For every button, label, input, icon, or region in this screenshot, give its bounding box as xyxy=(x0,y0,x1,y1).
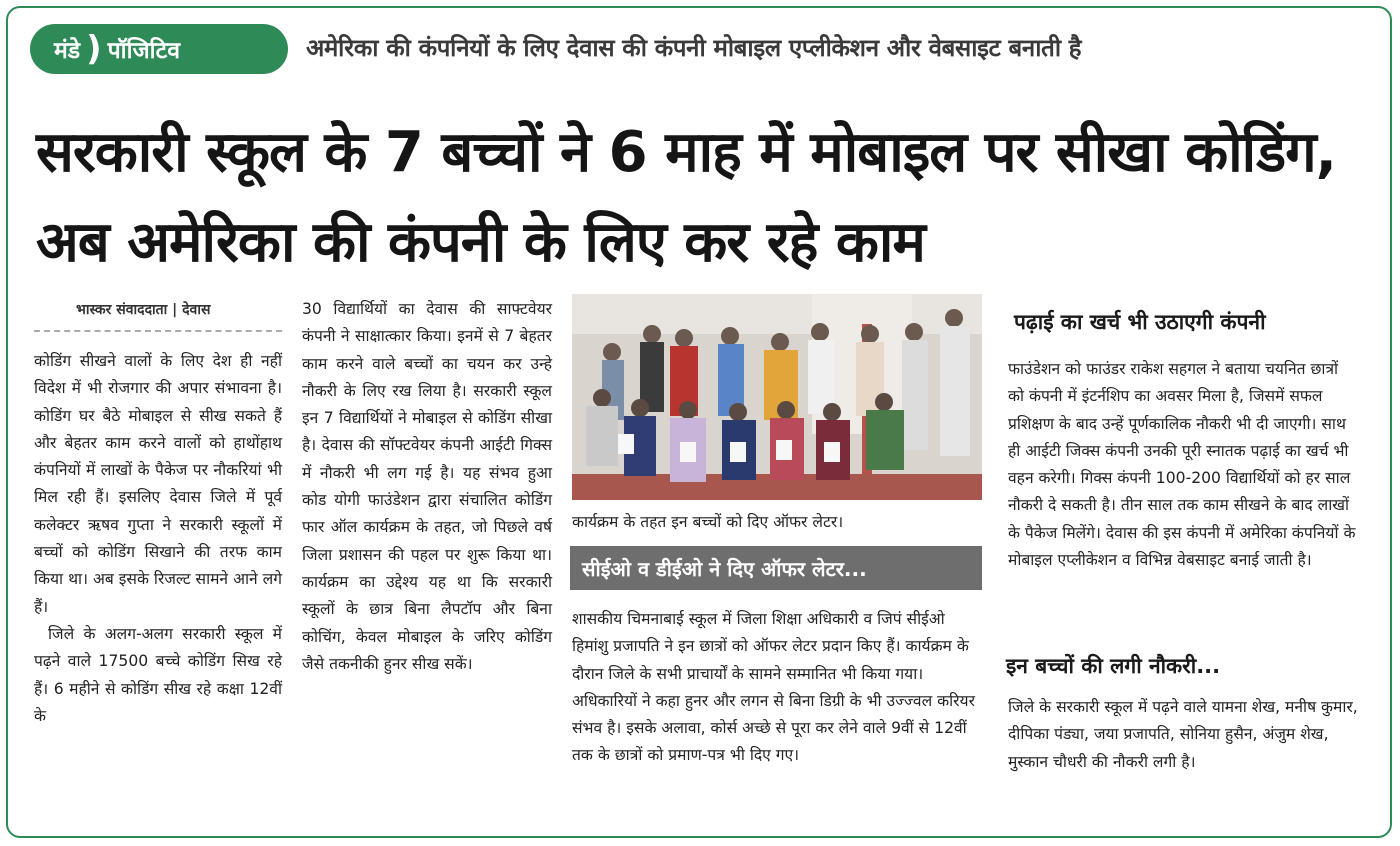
right-heading-2: इन बच्चों की लगी नौकरी... xyxy=(1006,654,1221,678)
column-1-para-2: जिले के अलग-अलग सरकारी स्कूल में पढ़ने वाले 17500 बच्चे कोडिंग सिख रहे हैं। 6 महीने से कोडिंग सीख रहे कक्षा 12वीं के xyxy=(34,624,282,725)
byline-rule xyxy=(34,330,282,332)
subhead-bar: सीईओ व डीईओ ने दिए ऑफर लेटर... xyxy=(570,546,982,590)
column-1-para-1: कोडिंग सीखने वालों के लिए देश ही नहीं विदेश में भी रोजगार की अपार संभावना है। कोडिंग घर बैठे मोबाइल से सीख सकते हैं और बेहतर काम करने वालों को हाथोंहाथ कंपनियों में लाखों के पैकेज पर नौकरियां भी मिल रही हैं। इसलिए देवास जिले में पूर्व कलेक्टर ऋषव गुप्ता ने सरकारी स्कूलों में बच्चों को कोडिंग सिखाने की तरफ काम किया था। अब इसके रिजल्ट सामने आने लगे हैं। xyxy=(34,352,282,616)
column-3: शासकीय चिमनाबाई स्कूल में जिला शिक्षा अधिकारी व जिपं सीईओ हिमांशु प्रजापति ने इन छात्रों को ऑफर लेटर प्रदान किए हैं। कार्यक्रम के दौरान जिले के सभी प्राचार्यों के सामने सम्मानित भी किया गया। अधिकारियों ने कहा हुनर और लगन से बिना डिग्री के भी उज्ज्वल करियर संभव है। इसके अलावा, कोर्स अच्छे से पूरा कर लेने वाले 9वीं से 12वीं तक के छात्रों को प्रमाण-पत्र भी दिए गए। xyxy=(572,610,975,765)
column-2: 30 विद्यार्थियों का देवास की साफ्टवेयर कंपनी ने साक्षात्कार किया। इनमें से 7 बेहतर काम करने वाले बच्चों का चयन कर उन्हे नौकरी के लिए रख लिया है। सरकारी स्कूल इन 7 विद्यार्थियों ने मोबाइल से कोडिंग सीखा है। देवास की सॉफ्टवेयर कंपनी आईटी गिक्स में नौकरी भी लग गई है। यह संभव हुआ कोड योगी फाउंडेशन द्वारा संचालित कोडिंग फार ऑल कार्यक्रम के तहत, जो पिछले वर्ष जिला प्रशासन की पहल पर शुरू किया था। कार्यक्रम का उद्देश्य यह था कि सरकारी स्कूलों के छात्र बिना लैपटॉप और बिना कोचिंग, केवल मोबाइल के जरिए कोडिंग जैसे तकनीकी हुनर सीख सकें। xyxy=(302,300,552,673)
badge-positive: पॉजिटिव xyxy=(107,38,180,64)
column-5: जिले के सरकारी स्कूल में पढ़ने वाले यामना शेख, मनीष कुमार, दीपिका पंड्या, जया प्रजापति, सोनिया हुसैन, अंजुम शेख, मुस्कान चौधरी की नौकरी लगी है। xyxy=(1008,698,1358,771)
right-heading-1: पढ़ाई का खर्च भी उठाएगी कंपनी xyxy=(1014,310,1266,334)
headline: सरकारी स्कूल के 7 बच्चों ने 6 माह में मोबाइल पर सीखा कोडिंग, अब अमेरिका की कंपनी के लिए कर रहे काम xyxy=(36,120,1336,275)
badge-monday: मंडे xyxy=(54,38,81,64)
kicker-line: अमेरिका की कंपनियों के लिए देवास की कंपनी मोबाइल एप्लीकेशन और वेबसाइट बनाती है xyxy=(306,34,1082,62)
column-1 xyxy=(34,348,282,730)
column-4: फाउंडेशन को फाउंडर राकेश सहगल ने बताया चयनित छात्रों को कंपनी में इंटर्नशिप का अवसर मिला है, जिसमें सफल प्रशिक्षण के बाद उन्हें पूर्णकालिक नौकरी भी दी जाएगी। साथ ही आईटी जिक्स कंपनी उनकी पूरी स्नातक पढ़ाई का खर्च भी वहन करेगी। गिक्स कंपनी 100-200 विद्यार्थियों को हर साल नौकरी दे सकती है। तीन साल तक काम सीखने के बाद लाखों के पैकेज मिलेंगे। देवास की इस कंपनी में अमेरिका कंपनियों के मोबाइल एप्लीकेशन व विभिन्न वेबसाइट बनाई जाती है। xyxy=(1008,360,1356,570)
section-badge xyxy=(30,24,288,74)
byline: भास्कर संवाददाता | देवास xyxy=(76,302,211,318)
photo-caption: कार्यक्रम के तहत इन बच्चों को दिए ऑफर लेटर। xyxy=(572,513,844,531)
badge-divider: ) xyxy=(86,29,102,69)
news-photo xyxy=(572,294,982,500)
